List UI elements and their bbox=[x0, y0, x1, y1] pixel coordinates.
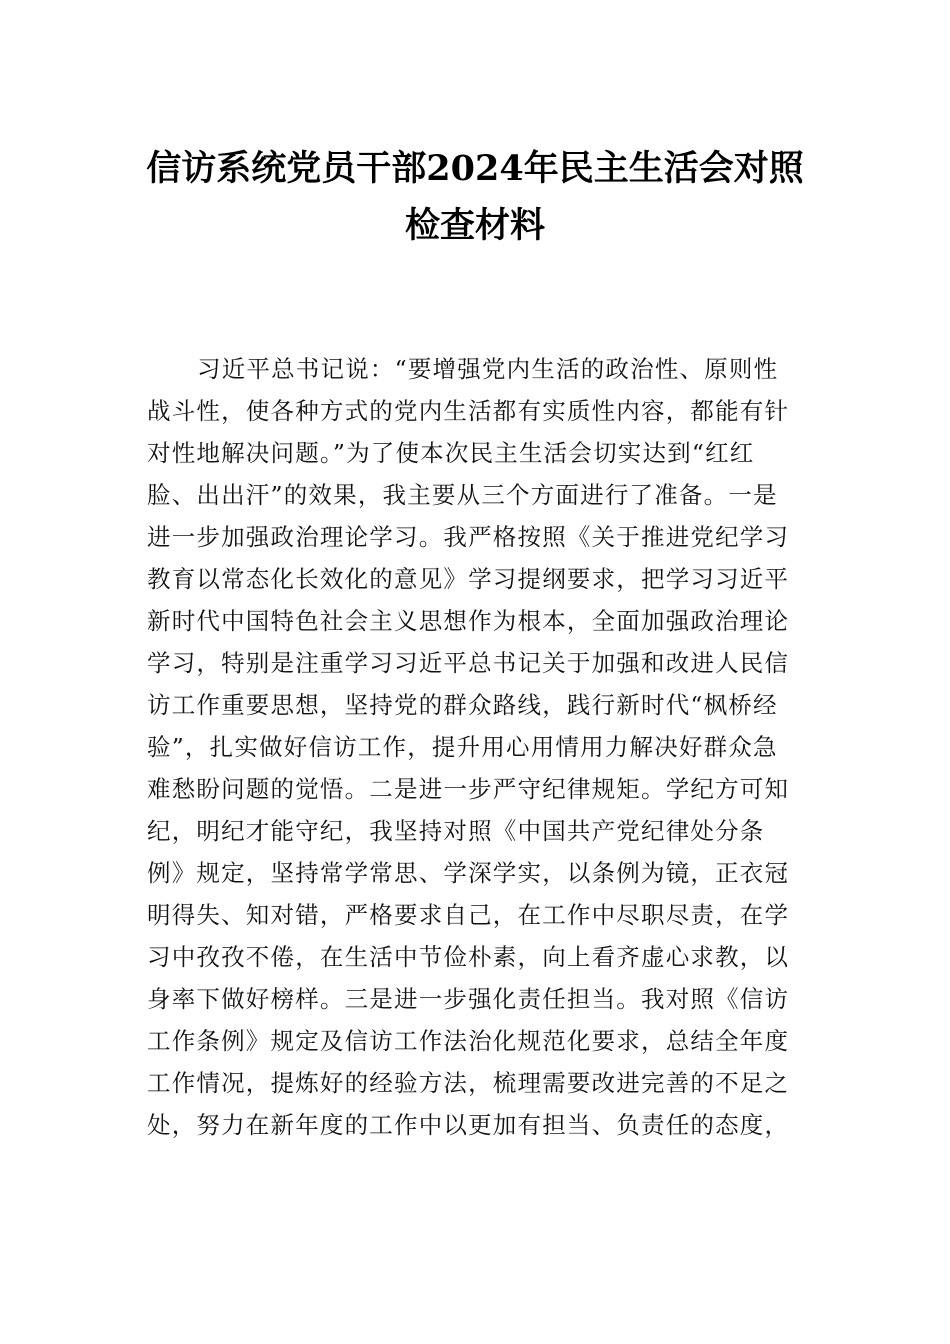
body-line: 身率下做好榜样。三是进一步强化责任担当。我对照《信访 bbox=[147, 985, 790, 1013]
document-title bbox=[140, 140, 810, 254]
title-line-1: 信访系统党员干部2024年民主生活会对照 bbox=[146, 148, 804, 189]
body-line: 验”，扎实做好信访工作，提升用心用情用力解决好群众急 bbox=[147, 733, 778, 761]
body-paragraph bbox=[147, 348, 811, 1146]
body-line: 例》规定，坚持常学常思、学深学实，以条例为镜，正衣冠 bbox=[147, 859, 790, 887]
body-line: 难愁盼问题的觉悟。二是进一步严守纪律规矩。学纪方可知 bbox=[147, 775, 790, 803]
body-line: 工作情况，提炼好的经验方法，梳理需要改进完善的不足之 bbox=[147, 1069, 790, 1097]
body-line: 纪，明纪才能守纪，我坚持对照《中国共产党纪律处分条 bbox=[147, 817, 765, 845]
body-line: 教育以常态化长效化的意见》学习提纲要求，把学习习近平 bbox=[147, 565, 790, 593]
body-line: 访工作重要思想，坚持党的群众路线，践行新时代“枫桥经 bbox=[147, 691, 778, 719]
body-line: 明得失、知对错，严格要求自己，在工作中尽职尽责，在学 bbox=[147, 901, 790, 929]
body-line: 战斗性，使各种方式的党内生活都有实质性内容，都能有针 bbox=[147, 397, 790, 425]
body-line: 处，努力在新年度的工作中以更加有担当、负责任的态度， bbox=[147, 1111, 790, 1139]
body-line: 工作条例》规定及信访工作法治化规范化要求，总结全年度 bbox=[147, 1027, 790, 1055]
body-line: 脸、出出汗”的效果，我主要从三个方面进行了准备。一是 bbox=[147, 481, 778, 509]
body-line: 新时代中国特色社会主义思想作为根本，全面加强政治理论 bbox=[147, 607, 790, 635]
body-line: 学习，特别是注重学习习近平总书记关于加强和改进人民信 bbox=[147, 649, 790, 677]
title-line-2: 检查材料 bbox=[404, 205, 545, 246]
body-line: 习中孜孜不倦，在生活中节俭朴素，向上看齐虚心求教，以 bbox=[147, 943, 790, 971]
body-line: 进一步加强政治理论学习。我严格按照《关于推进党纪学习 bbox=[147, 523, 790, 551]
body-line: 习近平总书记说：“要增强党内生活的政治性、原则性 bbox=[197, 355, 779, 383]
body-line: 对性地解决问题。”为了使本次民主生活会切实达到“红红 bbox=[147, 439, 755, 467]
